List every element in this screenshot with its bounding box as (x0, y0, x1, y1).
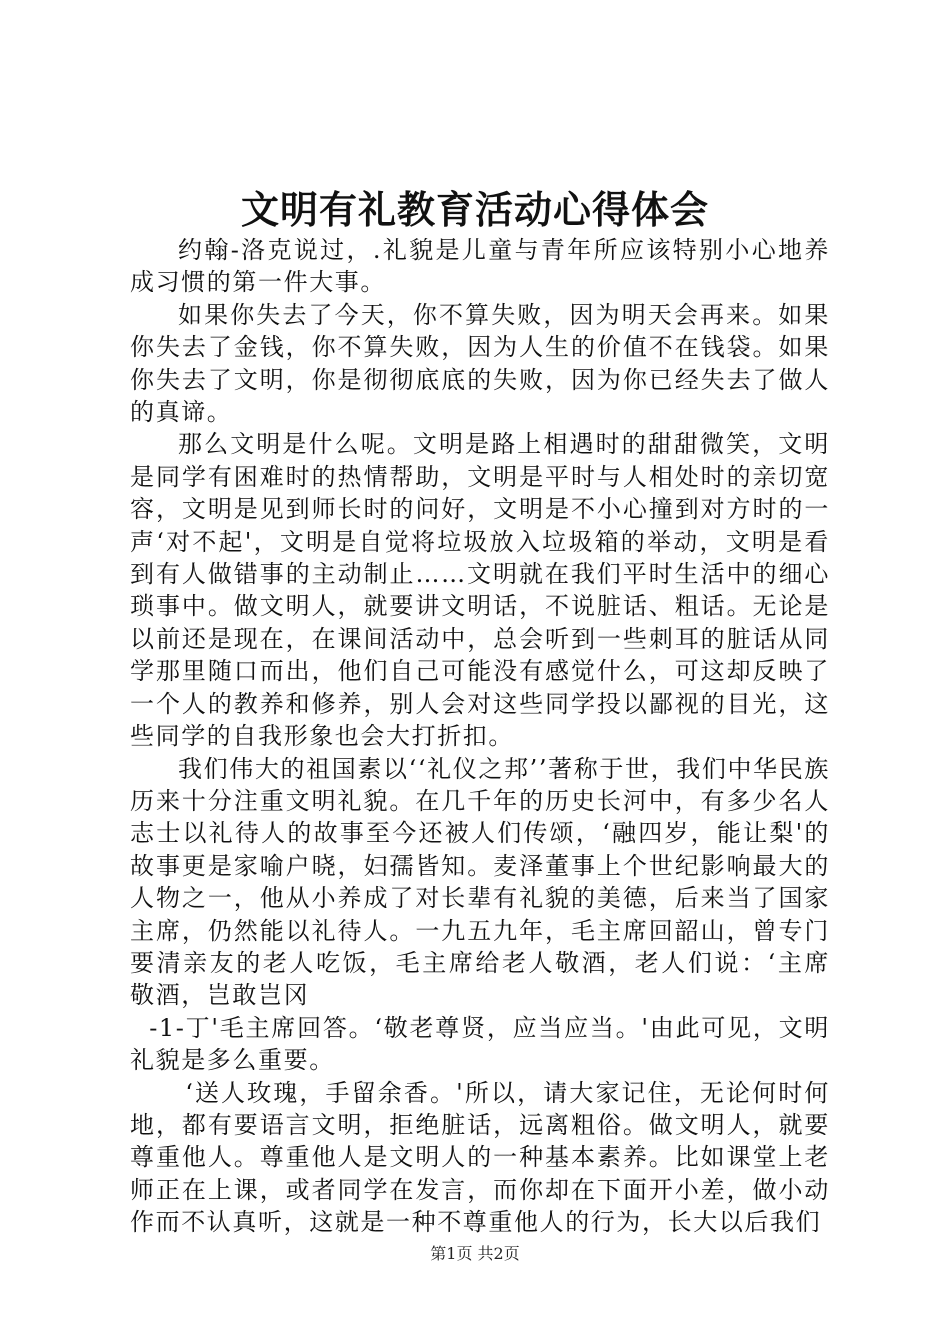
paragraph-locke-quote: 约翰-洛克说过，.礼貌是儿童与青年所应该特别小心地养成习惯的第一件大事。 (130, 236, 830, 297)
document-title: 文明有礼教育活动心得体会 (240, 187, 709, 232)
paragraph-nation-of-etiquette: 我们伟大的祖国素以‘‘礼仪之邦’’著称于世，我们中华民族历来十分注重文明礼貌。在几千年的历史长河中，有多少名人志士以礼待人的故事至今还被人们传颂，‘融四岁，能让梨'的故事更是家喻户晓，妇孺皆知。麦泽董事上个世纪影响最大的人物之一，他从小养成了对长辈有礼貌的美德，后来当了国家主席，仍然能以礼待人。一九五九年，毛主席回韶山，曾专门要清亲友的老人吃饭，毛主席给老人敬酒，老人们说：‘主席敬酒，岂敢岂冈 (130, 754, 830, 1010)
paragraph-give-roses: ‘送人玫瑰，手留余香。'所以，请大家记住，无论何时何地，都有要语言文明，拒绝脏话，远离粗俗。做文明人，就要尊重他人。尊重他人是文明人的一种基本素养。比如课堂上老师正在上课，或者同学在发言，而你却在下面开小差，做小动作而不认真听，这就是一种不尊重他人的行为，长大以后我们 (130, 1078, 830, 1237)
paragraph-losing-civility: 如果你失去了今天，你不算失败，因为明天会再来。如果你失去了金钱，你不算失败，因为人生的价值不在钱袋。如果你失去了文明，你是彻彻底底的失败，因为你已经失去了做人的真谛。 (130, 300, 830, 427)
paragraph-respect-elders: -1-丁'毛主席回答。‘敬老尊贤，应当应当。'由此可见，文明礼貌是多么重要。 (130, 1013, 830, 1075)
page-number-footer: 第1页 共2页 (430, 1244, 520, 1263)
document-body (130, 234, 830, 1239)
paragraph-what-is-civility: 那么文明是什么呢。文明是路上相遇时的甜甜微笑，文明是同学有困难时的热情帮助，文明是平时与人相处时的亲切宽容，文明是见到师长时的问好，文明是不小心撞到对方时的一声‘对不起'，文明是自觉将垃圾放入垃圾箱的举动，文明是看到有人做错事的主动制止……文明就在我们平时生活中的细心琐事中。做文明人，就要讲文明话，不说脏话、粗话。无论是以前还是现在，在课间活动中，总会听到一些刺耳的脏话从同学那里随口而出，他们自己可能没有感觉什么，可这却反映了一个人的教养和修养，别人会对这些同学投以鄙视的目光，这些同学的自我形象也会大打折扣。 (130, 430, 830, 751)
